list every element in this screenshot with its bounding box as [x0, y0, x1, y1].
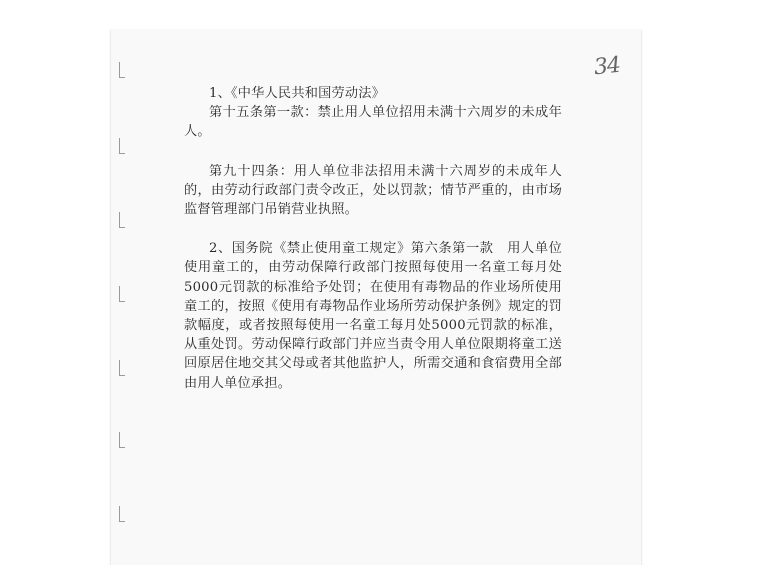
- binding-hole-mark: [119, 360, 125, 376]
- paragraph-spacer: [184, 219, 562, 239]
- binding-hole-mark: [119, 212, 125, 228]
- binding-hole-mark: [119, 506, 125, 522]
- paragraph-spacer: [184, 142, 562, 162]
- binding-hole-mark: [119, 138, 125, 154]
- article-94-paragraph: 第九十四条：用人单位非法招用未满十六周岁的未成年人的，由劳动行政部门责令改正，处以罚款；情节严重的，由市场监督管理部门吊销营业执照。: [184, 163, 562, 218]
- binding-hole-mark: [119, 432, 125, 448]
- binding-hole-mark: [119, 62, 125, 78]
- binding-hole-mark: [119, 286, 125, 302]
- article-15-paragraph: 第十五条第一款：禁止用人单位招用未满十六周岁的未成年人。: [184, 105, 562, 140]
- document-body: [184, 84, 562, 393]
- section-1-heading: 1、《中华人民共和国劳动法》: [209, 86, 386, 101]
- handwritten-page-number: 34: [592, 52, 622, 81]
- section-2-paragraph: 2、国务院《禁止使用童工规定》第六条第一款 用人单位使用童工的，由劳动保障行政部门按照每使用一名童工每月处5000元罚款的标准给予处罚；在使用有毒物品的作业场所使用童工的，按照《使用有毒物品作业场所劳动保护条例》规定的罚款幅度，或者按照每使用一名童工每月处5000元罚款的标准，从重处罚。劳动保障行政部门并应当责令用人单位限期将童工送回原居住地交其父母或者其他监护人，所需交通和食宿费用全部由用人单位承担。: [184, 241, 562, 391]
